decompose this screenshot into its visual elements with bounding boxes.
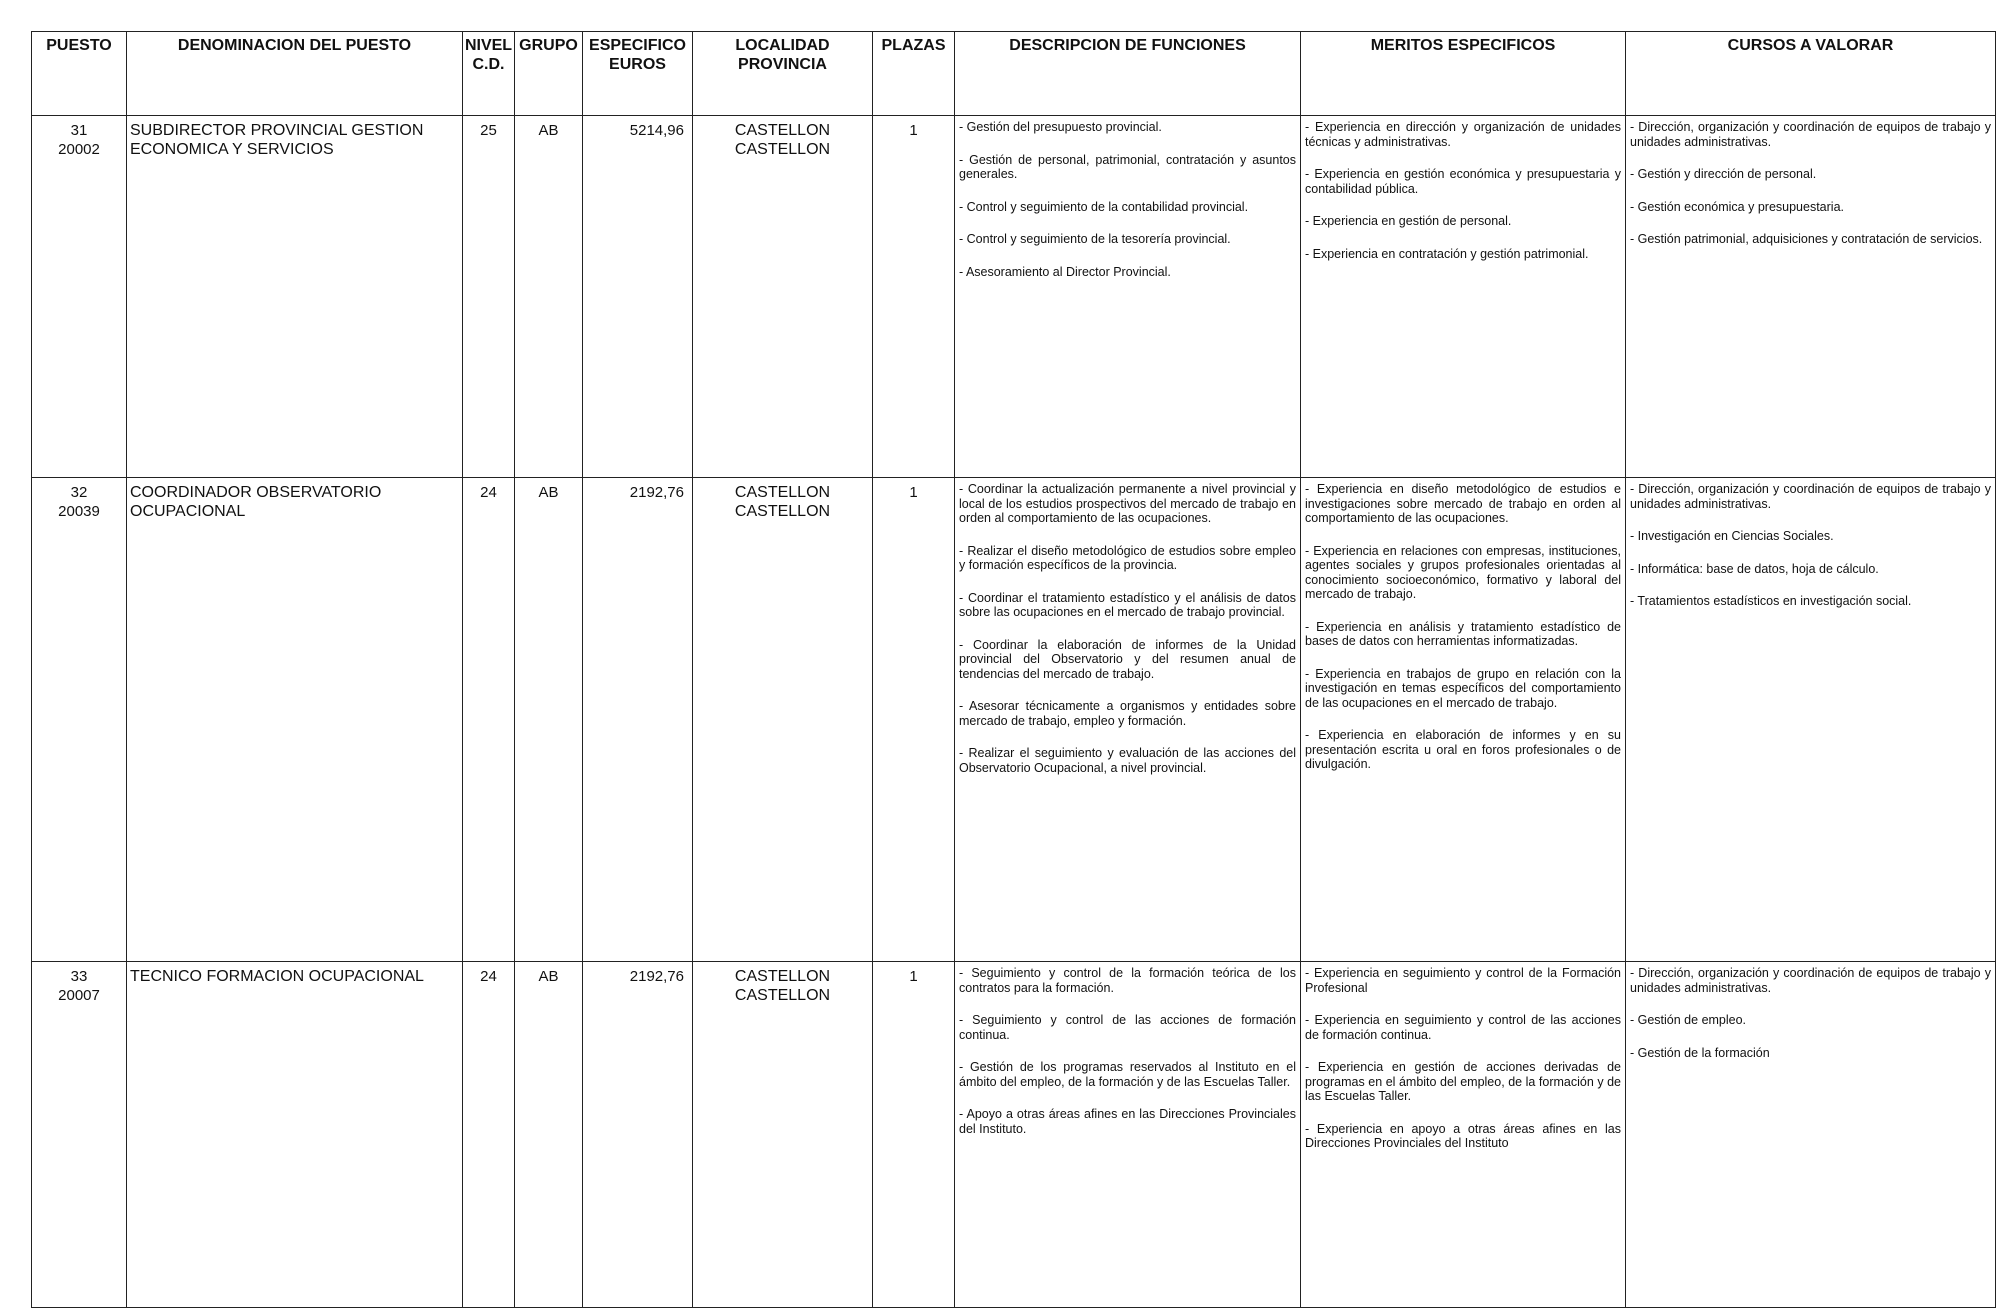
header-descripcion: DESCRIPCION DE FUNCIONES [955, 32, 1301, 116]
cursos-cell [1626, 478, 1996, 962]
denominacion-cell [127, 962, 463, 1308]
meritos-cell [1301, 962, 1626, 1308]
list-item: - Experiencia en trabajos de grupo en relación con la investigación en temas específicos del comportamiento de las ocupaciones en el mercado de trabajo. [1305, 666, 1621, 710]
list-item: - Coordinar la actualización permanente a nivel provincial y local de los estudios prospectivos del mercado de trabajo en orden al comportamiento de las ocupaciones. [959, 482, 1296, 525]
header-row [32, 32, 1996, 116]
list-item: - Experiencia en análisis y tratamiento estadístico de bases de datos con herramientas informatizadas. [1305, 619, 1621, 648]
nivel-value: 25 [480, 122, 497, 139]
puesto-number: 31 [70, 122, 88, 139]
list-item: - Experiencia en diseño metodológico de estudios e investigaciones sobre mercado de trabajo en orden al comportamiento de las ocupaciones. [1305, 482, 1621, 525]
plazas-cell [873, 962, 955, 1308]
localidad-cell [693, 478, 873, 962]
list-item: - Gestión y dirección de personal. [1630, 167, 1817, 181]
list-item: - Experiencia en relaciones con empresas, instituciones, agentes sociales y grupos profesionales orientadas al conocimiento socioeconómico, formativo y laboral del mercado de trabajo. [1305, 543, 1621, 601]
grupo-value: AB [538, 122, 559, 139]
list-item: - Experiencia en seguimiento y control de la Formación Profesional [1305, 966, 1621, 995]
especifico-value: 5214,96 [629, 122, 684, 139]
plazas-cell [873, 116, 955, 478]
provincia-value: CASTELLON [734, 503, 831, 520]
denominacion-text: SUBDIRECTOR PROVINCIAL GESTION ECONOMICA Y SERVICIOS [130, 122, 424, 158]
header-puesto: PUESTO [32, 32, 127, 116]
list-item: - Experiencia en seguimiento y control de las acciones de formación continua. [1305, 1013, 1621, 1042]
plazas-value: 1 [909, 968, 918, 985]
grupo-cell [515, 478, 583, 962]
list-item: - Gestión de personal, patrimonial, contratación y asuntos generales. [959, 152, 1296, 181]
puesto-code: 20039 [58, 503, 100, 520]
denominacion-cell [127, 478, 463, 962]
list-item: - Dirección, organización y coordinación de equipos de trabajo y unidades administrativas. [1630, 120, 1991, 149]
localidad-value: CASTELLON [734, 968, 831, 985]
list-item: - Gestión de empleo. [1630, 1013, 1747, 1027]
list-item: - Experiencia en gestión de personal. [1305, 214, 1512, 228]
header-especifico: ESPECIFICO EUROS [583, 32, 693, 116]
puesto-cell [32, 962, 127, 1308]
list-item: - Experiencia en dirección y organización de unidades técnicas y administrativas. [1305, 120, 1621, 149]
localidad-value: CASTELLON [734, 484, 831, 501]
list-item: - Seguimiento y control de la formación teórica de los contratos para la formación. [959, 966, 1296, 995]
plazas-cell [873, 478, 955, 962]
list-item: - Control y seguimiento de la contabilidad provincial. [959, 199, 1249, 214]
denominacion-text: TECNICO FORMACION OCUPACIONAL [130, 968, 424, 985]
job-positions-sheet [31, 31, 1995, 1197]
list-item: - Experiencia en gestión de acciones derivadas de programas en el ámbito del empleo, de la formación y de las Escuelas Taller. [1305, 1060, 1621, 1103]
puesto-number: 32 [70, 484, 88, 501]
especifico-cell [583, 478, 693, 962]
denominacion-cell [127, 116, 463, 478]
list-item: - Experiencia en apoyo a otras áreas afines en las Direcciones Provinciales del Instituto [1305, 1121, 1621, 1150]
meritos-cell [1301, 116, 1626, 478]
provincia-value: CASTELLON [734, 141, 831, 158]
list-item: - Gestión de la formación [1630, 1045, 1770, 1060]
list-item: - Control y seguimiento de la tesorería provincial. [959, 232, 1231, 246]
list-item: - Dirección, organización y coordinación de equipos de trabajo y unidades administrativas. [1630, 966, 1991, 995]
list-item: - Gestión económica y presupuestaria. [1630, 199, 1844, 214]
provincia-value: CASTELLON [734, 987, 831, 1004]
header-denominacion: DENOMINACION DEL PUESTO [127, 32, 463, 116]
list-item: - Tratamientos estadísticos en investigación social. [1630, 594, 1912, 608]
header-grupo: GRUPO [515, 32, 583, 116]
table-row [32, 962, 1996, 1308]
list-item: - Realizar el seguimiento y evaluación de las acciones del Observatorio Ocupacional, a nivel provincial. [959, 746, 1296, 775]
nivel-value: 24 [480, 968, 497, 985]
header-plazas: PLAZAS [873, 32, 955, 116]
funciones-cell [955, 478, 1301, 962]
especifico-value: 2192,76 [629, 968, 684, 985]
localidad-cell [693, 116, 873, 478]
denominacion-text: COORDINADOR OBSERVATORIO OCUPACIONAL [130, 484, 382, 520]
list-item: - Informática: base de datos, hoja de cálculo. [1630, 561, 1879, 576]
especifico-value: 2192,76 [629, 484, 684, 501]
job-positions-table [31, 31, 1996, 1308]
grupo-cell [515, 116, 583, 478]
localidad-cell [693, 962, 873, 1308]
puesto-code: 20007 [58, 987, 100, 1004]
list-item: - Experiencia en gestión económica y presupuestaria y contabilidad pública. [1305, 167, 1621, 196]
list-item: - Coordinar la elaboración de informes de la Unidad provincial del Observatorio y del resumen anual de tendencias del mercado de trabajo. [959, 637, 1296, 681]
list-item: - Experiencia en elaboración de informes y en su presentación escrita u oral en foros profesionales o de divulgación. [1305, 728, 1621, 771]
grupo-value: AB [538, 968, 559, 985]
list-item: - Experiencia en contratación y gestión patrimonial. [1305, 246, 1589, 261]
plazas-value: 1 [909, 484, 918, 501]
localidad-value: CASTELLON [734, 122, 831, 139]
puesto-code: 20002 [58, 141, 100, 158]
nivel-cell [463, 962, 515, 1308]
list-item: - Realizar el diseño metodológico de estudios sobre empleo y formación específicos de la provincia. [959, 543, 1296, 572]
list-item: - Asesoramiento al Director Provincial. [959, 264, 1171, 279]
list-item: - Seguimiento y control de las acciones de formación continua. [959, 1013, 1296, 1042]
list-item: - Apoyo a otras áreas afines en las Direcciones Provinciales del Instituto. [959, 1107, 1296, 1136]
funciones-cell [955, 962, 1301, 1308]
list-item: - Gestión del presupuesto provincial. [959, 120, 1162, 134]
table-row [32, 478, 1996, 962]
plazas-value: 1 [909, 122, 918, 139]
puesto-cell [32, 116, 127, 478]
cursos-cell [1626, 962, 1996, 1308]
header-meritos: MERITOS ESPECIFICOS [1301, 32, 1626, 116]
cursos-cell [1626, 116, 1996, 478]
header-localidad: LOCALIDAD PROVINCIA [693, 32, 873, 116]
nivel-cell [463, 478, 515, 962]
nivel-value: 24 [480, 484, 497, 501]
nivel-cell [463, 116, 515, 478]
list-item: - Coordinar el tratamiento estadístico y el análisis de datos sobre las ocupaciones en el mercado de trabajo provincial. [959, 590, 1296, 619]
funciones-cell [955, 116, 1301, 478]
header-nivel: NIVEL C.D. [463, 32, 515, 116]
list-item: - Investigación en Ciencias Sociales. [1630, 529, 1834, 543]
meritos-cell [1301, 478, 1626, 962]
list-item: - Gestión de los programas reservados al Instituto en el ámbito del empleo, de la formación y de las Escuelas Taller. [959, 1060, 1296, 1089]
especifico-cell [583, 116, 693, 478]
puesto-cell [32, 478, 127, 962]
grupo-cell [515, 962, 583, 1308]
grupo-value: AB [538, 484, 559, 501]
list-item: - Dirección, organización y coordinación de equipos de trabajo y unidades administrativas. [1630, 482, 1991, 511]
especifico-cell [583, 962, 693, 1308]
table-row [32, 116, 1996, 478]
puesto-number: 33 [70, 968, 88, 985]
list-item: - Asesorar técnicamente a organismos y entidades sobre mercado de trabajo, empleo y formación. [959, 699, 1296, 728]
list-item: - Gestión patrimonial, adquisiciones y contratación de servicios. [1630, 232, 1983, 246]
header-cursos: CURSOS A VALORAR [1626, 32, 1996, 116]
